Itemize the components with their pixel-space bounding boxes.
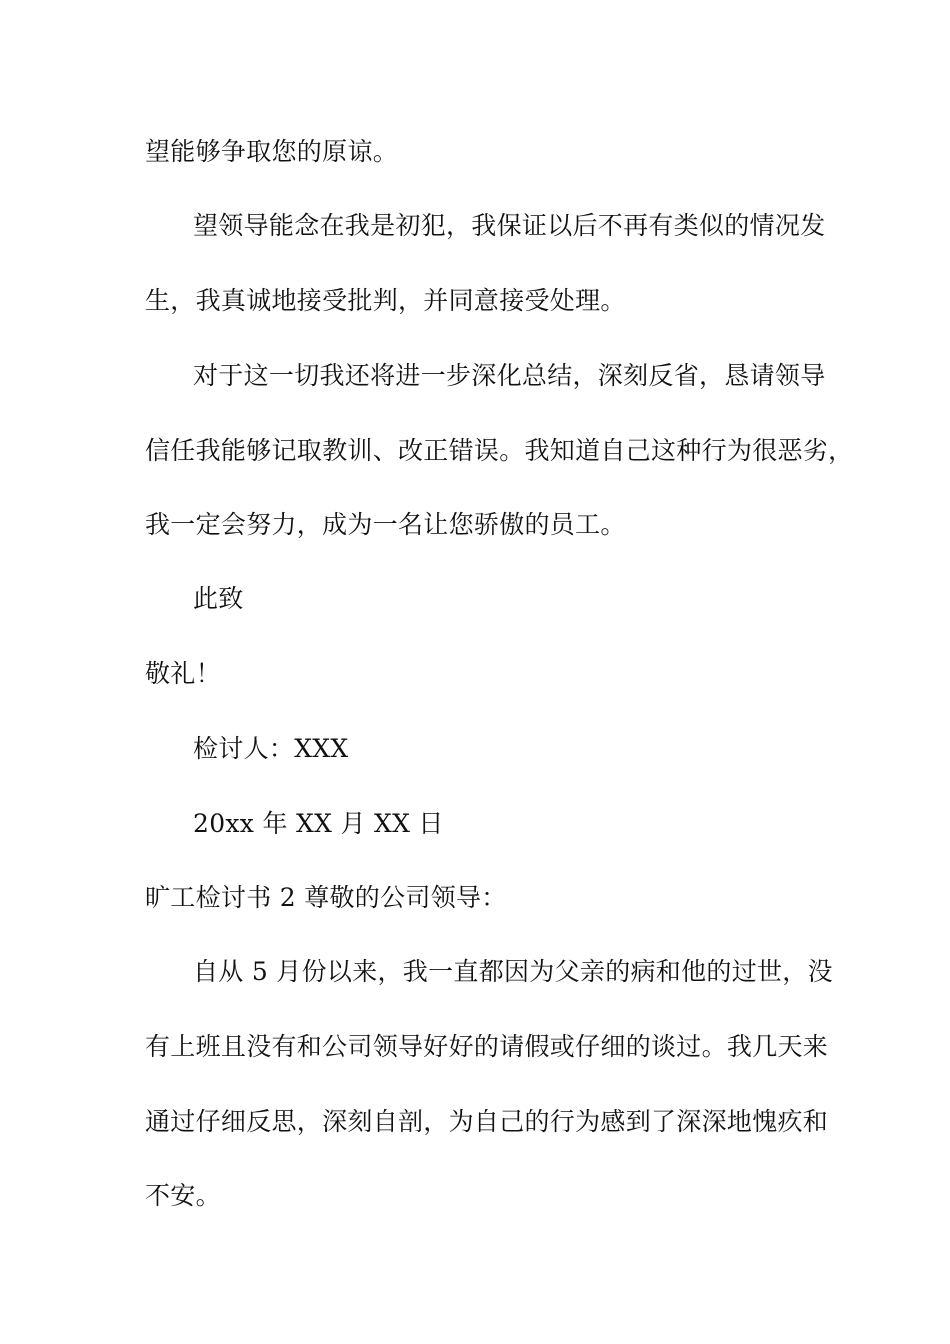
text-line: 信任我能够记取教训、改正错误。我知道自己这种行为很恶劣， (145, 436, 854, 465)
text-line: 自从 5 月份以来，我一直都因为父亲的病和他的过世，没 (193, 957, 833, 986)
salutation-line: 敬礼！ (145, 659, 221, 688)
text-line: 我一定会努力，成为一名让您骄傲的员工。 (145, 510, 626, 539)
heading-line: 旷工检讨书 2 尊敬的公司领导： (145, 883, 507, 912)
date-line: 20xx 年 XX 月 XX 日 (193, 809, 444, 838)
text-line: 望能够争取您的原谅。 (145, 137, 399, 166)
text-line: 不安。 (145, 1181, 221, 1210)
signature-line: 检讨人：XXX (193, 734, 349, 763)
salutation-line: 此致 (193, 584, 244, 613)
text-line: 对于这一切我还将进一步深化总结，深刻反省，恳请领导 (193, 361, 826, 390)
text-line: 生，我真诚地接受批判，并同意接受处理。 (145, 286, 626, 315)
text-line: 有上班且没有和公司领导好好的请假或仔细的谈过。我几天来 (145, 1032, 829, 1061)
text-line: 望领导能念在我是初犯，我保证以后不再有类似的情况发 (193, 211, 826, 240)
text-line: 通过仔细反思，深刻自剖，为自己的行为感到了深深地愧疚和 (145, 1107, 829, 1136)
